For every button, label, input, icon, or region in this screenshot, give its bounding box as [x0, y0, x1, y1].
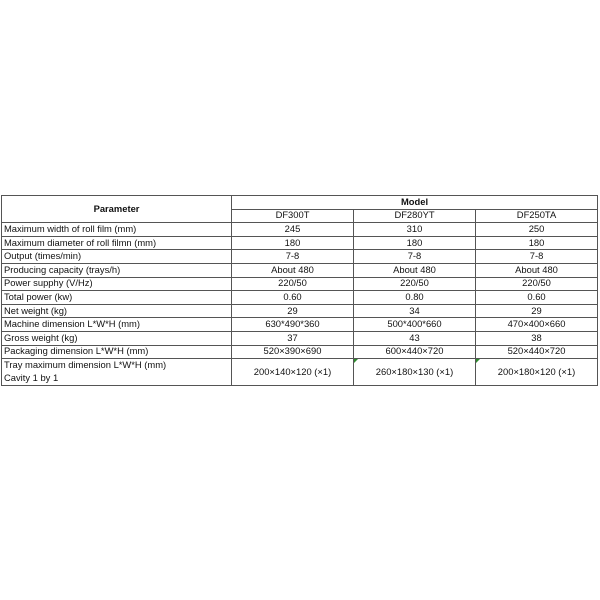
model-name: DF280YT [354, 209, 476, 223]
table-row [2, 331, 598, 345]
value-cell: 220/50 [232, 277, 354, 291]
value-cell: 245 [232, 223, 354, 237]
value-cell: 310 [354, 223, 476, 237]
value-cell: 43 [354, 331, 476, 345]
value-cell: 630*490*360 [232, 318, 354, 332]
table-row [2, 291, 598, 305]
value-cell: 220/50 [476, 277, 598, 291]
parameter-label-line2: Cavity 1 by 1 [4, 372, 59, 384]
value-cell: 29 [476, 304, 598, 318]
parameter-label: Output (times/min) [2, 250, 232, 264]
parameter-label: Producing capacity (trays/h) [2, 263, 232, 277]
value-cell: 7-8 [232, 250, 354, 264]
table-row [2, 263, 598, 277]
value-cell: 180 [354, 236, 476, 250]
value-cell: 220/50 [354, 277, 476, 291]
parameter-label: Total power (kw) [2, 291, 232, 305]
value-cell: 7-8 [354, 250, 476, 264]
spec-table [1, 195, 598, 386]
parameter-label: Maximum diameter of roll filmn (mm) [2, 236, 232, 250]
parameter-label: Maximum width of roll film (mm) [2, 223, 232, 237]
model-name: DF300T [232, 209, 354, 223]
parameter-header: Parameter [2, 196, 232, 223]
parameter-label: Net weight (kg) [2, 304, 232, 318]
value-cell: 250 [476, 223, 598, 237]
value-cell: About 480 [354, 263, 476, 277]
parameter-label-line1: Tray maximum dimension L*W*H (mm) [4, 359, 167, 371]
value-cell: 180 [232, 236, 354, 250]
model-header: Model [232, 196, 598, 210]
table-row [2, 223, 598, 237]
value-cell: 34 [354, 304, 476, 318]
value-cell: About 480 [232, 263, 354, 277]
parameter-label: Power supphy (V/Hz) [2, 277, 232, 291]
table-row [2, 318, 598, 332]
parameter-label [2, 359, 232, 386]
table-row [2, 236, 598, 250]
value-cell: 470×400×660 [476, 318, 598, 332]
value-cell: 37 [232, 331, 354, 345]
value-cell: 500*400*660 [354, 318, 476, 332]
value-cell: About 480 [476, 263, 598, 277]
table-row [2, 359, 598, 386]
value-cell: 200×140×120 (×1) [232, 359, 354, 386]
table-row [2, 277, 598, 291]
value-cell: 600×440×720 [354, 345, 476, 359]
table-row [2, 304, 598, 318]
value-cell: 7-8 [476, 250, 598, 264]
value-cell: 0.60 [232, 291, 354, 305]
model-name: DF250TA [476, 209, 598, 223]
value-cell: 260×180×130 (×1) [354, 359, 476, 386]
value-cell: 200×180×120 (×1) [476, 359, 598, 386]
value-cell: 0.80 [354, 291, 476, 305]
parameter-label: Packaging dimension L*W*H (mm) [2, 345, 232, 359]
value-cell: 29 [232, 304, 354, 318]
table-row [2, 345, 598, 359]
value-cell: 520×440×720 [476, 345, 598, 359]
value-cell: 180 [476, 236, 598, 250]
value-cell: 38 [476, 331, 598, 345]
table-row [2, 250, 598, 264]
value-cell: 520×390×690 [232, 345, 354, 359]
parameter-label: Machine dimension L*W*H (mm) [2, 318, 232, 332]
parameter-label: Gross weight (kg) [2, 331, 232, 345]
value-cell: 0.60 [476, 291, 598, 305]
